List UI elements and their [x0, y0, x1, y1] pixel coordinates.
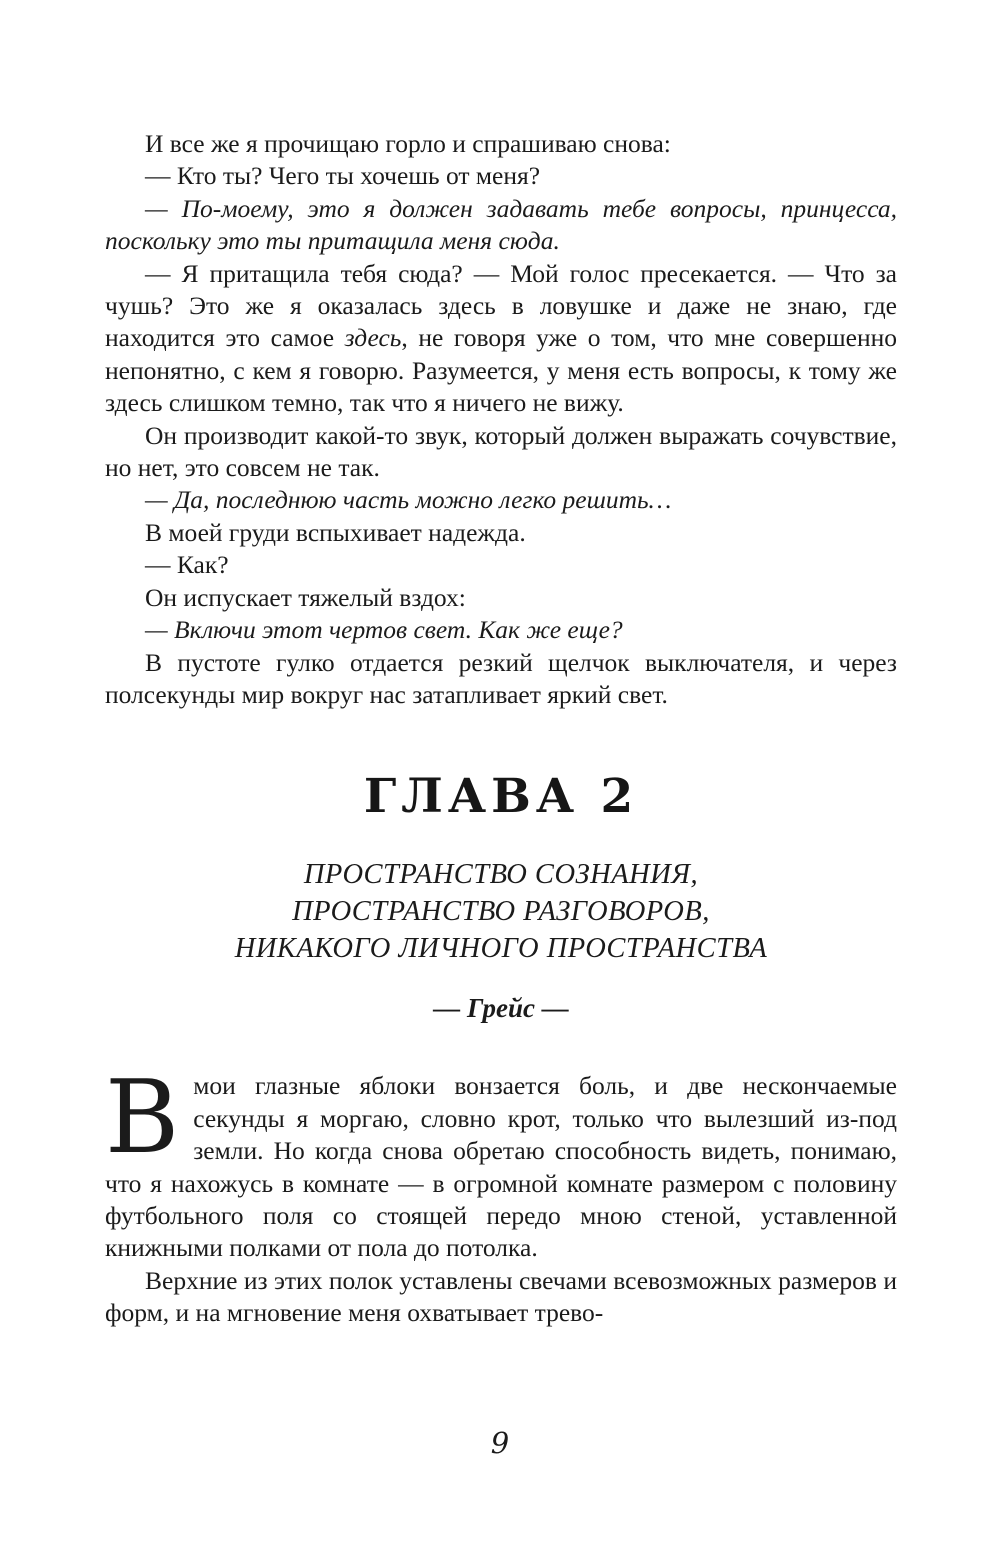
paragraph [105, 582, 897, 614]
paragraph [105, 258, 897, 420]
paragraph [105, 484, 897, 516]
body-text-top [105, 128, 897, 711]
text-run: И все же я прочищаю горло и спрашиваю снова: [145, 129, 671, 158]
italic-text-run: здесь [344, 323, 402, 353]
text-run: мои глазные яблоки вонзается боль, и две нескончаемые секунды я моргаю, словно крот, только что вылезший из-под земли. Но когда снова обретаю способность видеть, понимаю, что я нахожусь в комнате — в огромной комнате размером с половину футбольного поля со стоящей передо мною стеной, уставленной книжными полками от пола до потолка. [105, 1071, 897, 1263]
chapter-title: ГЛАВА 2 [363, 769, 639, 825]
drop-cap-initial: В [105, 1058, 180, 1177]
text-run: , не говоря уже о том, что мне совершенно непонятно, с кем я говорю. Разумеется, у меня есть вопросы, к тому же здесь слишком темно, так что я ничего не вижу. [105, 323, 897, 418]
chapter-subtitle-line: НИКАКОГО ЛИЧНОГО ПРОСТРАНСТВА [234, 933, 768, 965]
paragraph [105, 1265, 897, 1330]
pov-name: — Грейс — [433, 993, 569, 1024]
paragraph [105, 517, 897, 549]
text-run: Он производит какой-то звук, который должен выражать сочувствие, но нет, это совсем не так. [105, 420, 897, 483]
italic-text-run: — Да, последнюю часть можно легко решить… [145, 485, 672, 515]
paragraph [105, 549, 897, 581]
paragraph [105, 193, 897, 258]
paragraph [105, 1058, 897, 1264]
text-run: В моей груди вспыхивает надежда. [145, 517, 526, 547]
italic-text-run: — Включи этот чертов свет. Как же еще? [145, 615, 623, 645]
chapter-subtitle [105, 856, 897, 967]
text-run: В пустоте гулко отдается резкий щелчок выключателя, и через полсекунды мир вокруг нас затапливает яркий свет. [105, 647, 897, 709]
paragraph [105, 647, 897, 712]
paragraph [105, 614, 897, 646]
paragraph [105, 160, 897, 192]
paragraph [105, 128, 897, 160]
text-run: — Я притащила тебя сюда? — Мой голос пресекается. — Что за чушь? Это же я оказалась здесь в ловушке и даже не знаю, где находится это самое [105, 258, 897, 353]
body-text-bottom [105, 1058, 897, 1329]
text-run: — Как? [145, 550, 229, 580]
text-column [105, 128, 897, 1330]
text-run: Он испускает тяжелый вздох: [145, 582, 466, 612]
chapter-subtitle-line: ПРОСТРАНСТВО РАЗГОВОРОВ, [292, 896, 710, 928]
text-run: Верхние из этих полок уставлены свечами всевозможных размеров и форм, и на мгновение меня охватывает трево- [105, 1265, 897, 1328]
chapter-heading-block [105, 769, 897, 1024]
page-number: 9 [490, 1426, 510, 1460]
text-run: — Кто ты? Чего ты хочешь от меня? [145, 161, 541, 191]
italic-text-run: — По-моему, это я должен задавать тебе вопросы, принцесса, поскольку это ты притащила меня сюда. [105, 193, 897, 256]
chapter-subtitle-line: ПРОСТРАНСТВО СОЗНАНИЯ, [303, 859, 699, 891]
paragraph [105, 420, 897, 485]
